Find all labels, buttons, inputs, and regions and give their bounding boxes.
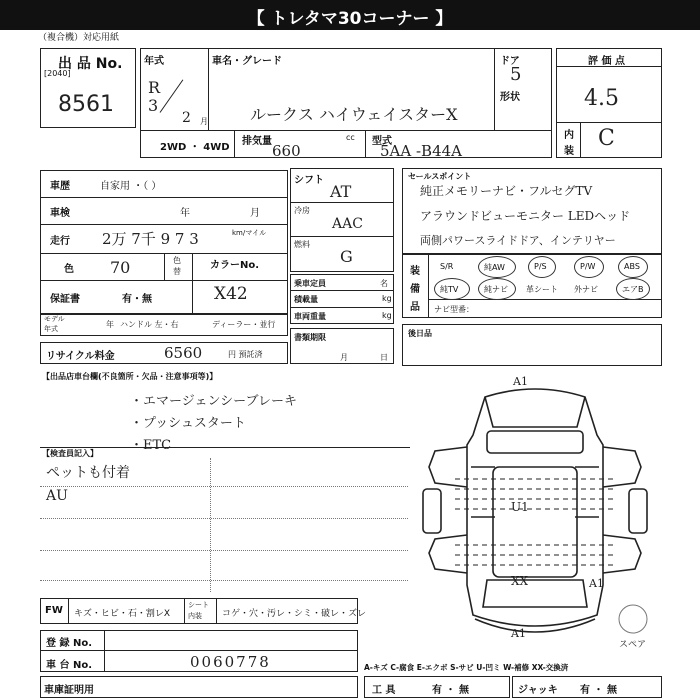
year-label: 年式 — [144, 56, 164, 67]
shape-label: 形状 — [500, 92, 520, 103]
diagram-mark-side: A1 — [589, 577, 604, 590]
seat-label-1: シート — [188, 601, 209, 609]
color-no: X42 — [214, 284, 248, 304]
equip-ext-navi: 外ナビ — [574, 285, 598, 294]
type-label: 型式 — [372, 136, 392, 147]
seat-items: コゲ・穴・汚レ・シミ・破レ・ズレ — [222, 609, 367, 619]
history-label: 車歴 — [50, 181, 70, 192]
model-year-label-2: 年式 — [44, 325, 58, 333]
shift-label: シフト — [294, 175, 324, 186]
equip-abs: ABS — [624, 262, 640, 271]
color-no-label: カラーNo. — [210, 260, 260, 271]
lot-number: 8561 — [58, 92, 114, 117]
shift-value: AT — [330, 182, 352, 201]
sales-line-1: 純正メモリーナビ・フルセグTV — [420, 184, 593, 198]
year-month-suffix: 月 — [200, 117, 208, 126]
model-year-label-1: モデル — [44, 315, 65, 323]
equipment-label-3: 品 — [410, 302, 420, 313]
chassis-number: 0060778 — [190, 653, 271, 671]
model-label: 車名・グレード — [212, 56, 282, 67]
registration-label: 登 録 No. — [46, 638, 93, 649]
inspector-line-1: ペットも付着 — [46, 465, 130, 481]
tools-options: 有 ・ 無 — [432, 685, 469, 696]
circle-ps — [528, 256, 556, 278]
circle-abs — [618, 256, 648, 278]
capacity-label: 乗車定員 — [294, 279, 326, 288]
model-year-handle: ハンドル 左・右 — [120, 320, 179, 329]
sales-line-2: アラウンドビューモニター LEDヘッド — [420, 209, 631, 223]
year-value: 3 — [148, 96, 159, 115]
ac-value: AAC — [332, 216, 363, 232]
year-month: 2 — [182, 110, 191, 126]
history-value: 自家用 ・（ ） — [100, 181, 162, 192]
displacement-label: 排気量 — [242, 136, 272, 147]
color-label: 色 — [64, 264, 74, 275]
equip-tv: 純TV — [440, 285, 459, 294]
seat-label-2: 内装 — [188, 612, 202, 620]
model-name: ルークス ハイウェイスターX — [250, 105, 458, 124]
equip-ps: P/S — [534, 262, 547, 271]
doors-label: ドア — [500, 56, 520, 67]
exterior-items: キズ・ヒビ・石・割レX — [74, 609, 170, 619]
equip-leather: 革シート — [526, 285, 558, 294]
equip-pw: P/W — [580, 262, 596, 271]
mileage-value: 2万 7千 9 7 3 — [102, 230, 199, 248]
diagram-mark-top: A1 — [513, 375, 528, 388]
circle-navi — [478, 278, 516, 300]
deadline-month: 月 — [340, 353, 348, 362]
weight-label: 車両重量 — [294, 312, 326, 321]
color-value: 70 — [110, 258, 131, 277]
defect-line-2: ・プッシュスタート — [130, 416, 246, 431]
fuel-label: 燃料 — [294, 240, 310, 249]
defect-line-1: ・エマージェンシーブレーキ — [130, 394, 297, 409]
warranty-label: 保証書 — [50, 294, 80, 305]
car-diagram — [415, 375, 660, 655]
deadline-label: 書類期限 — [294, 333, 326, 342]
diagram-mark-bottom: A1 — [511, 627, 526, 640]
equipment-label-2: 備 — [410, 284, 420, 295]
recycle-label: リサイクル料金 — [46, 351, 115, 362]
navi-model-label: ナビ型番： — [434, 305, 474, 314]
inspection-month: 月 — [250, 208, 260, 219]
mileage-label: 走行 — [50, 236, 70, 247]
notes-box — [402, 324, 662, 366]
displacement-unit: cc — [346, 133, 355, 142]
jack-options: 有 ・ 無 — [580, 685, 617, 696]
weight-unit: kg — [382, 311, 392, 320]
color-repaint-2: 替 — [173, 267, 181, 276]
inspection-year: 年 — [180, 208, 190, 219]
circle-tv — [434, 278, 470, 300]
drive-label: 2WD ・ 4WD — [160, 142, 230, 153]
color-repaint-1: 色 — [173, 256, 181, 265]
score-value: 4.5 — [584, 86, 619, 111]
spare-label: スペア — [619, 640, 647, 650]
score-label: 評 価 点 — [588, 56, 625, 67]
fuel-value: G — [340, 247, 353, 266]
recycle-unit: 円 預託済 — [228, 350, 263, 359]
diagram-mark-rear: XX — [511, 574, 529, 588]
load-label: 積載量 — [294, 295, 318, 304]
defect-line-3: ・ETC — [130, 438, 172, 453]
equipment-label-1: 装 — [410, 266, 420, 277]
circle-aw — [478, 256, 516, 278]
warranty-options: 有・無 — [122, 294, 152, 305]
year-era: R — [148, 78, 161, 97]
type-value: 5AA -B44A — [380, 142, 462, 160]
lot-label: 出 品 No. — [58, 56, 123, 72]
deadline-day: 日 — [380, 353, 388, 362]
inspector-line-2: AU — [46, 488, 68, 504]
sales-line-3: 両側パワースライドドア、インテリヤー — [420, 234, 616, 247]
diagram-mark-roof: U1 — [511, 500, 529, 514]
capacity-unit: 名 — [380, 279, 388, 288]
header-title: 【 トレタマ30コーナー 】 — [247, 9, 453, 29]
defects-label: 【出品店車台欄(不良箇所・欠品・注意事項等)】 — [42, 372, 218, 381]
diagram-legend: A-キズ C-腐食 E-エクボ S-サビ U-凹ミ W-補修 XX-交換済 — [364, 663, 569, 672]
ac-label: 冷房 — [294, 206, 310, 215]
load-unit: kg — [382, 294, 392, 303]
equip-aw: 純AW — [484, 263, 505, 272]
interior-value: C — [598, 126, 615, 151]
equip-sr: S/R — [440, 262, 454, 271]
equip-airbag: エアB — [622, 285, 644, 294]
sales-points-label: セールスポイント — [408, 172, 472, 181]
chassis-label: 車 台 No. — [46, 660, 93, 671]
circle-pw — [574, 256, 604, 278]
model-year-dealer: ディーラー・並行 — [212, 320, 276, 329]
fw-label: FW — [45, 605, 63, 616]
displacement-value: 660 — [272, 142, 301, 160]
garage-cert-label: 車庫証明用 — [44, 685, 94, 696]
jack-label: ジャッキ — [518, 685, 558, 696]
lot-tag: [2040] — [44, 69, 71, 78]
mileage-unit: km/マイル — [232, 229, 267, 237]
recycle-value: 6560 — [164, 344, 203, 362]
notes-label: 後日品 — [408, 329, 432, 338]
tools-label: 工 具 — [372, 685, 396, 696]
inspection-label: 車検 — [50, 208, 70, 219]
doors-value: 5 — [510, 64, 522, 85]
interior-label-2: 装 — [564, 146, 574, 157]
interior-label-1: 内 — [564, 130, 574, 141]
inspector-label: 【検査員記入】 — [42, 449, 98, 458]
equip-navi: 純ナビ — [484, 285, 508, 294]
header-subtitle: （複合機）対応用紙 — [38, 33, 120, 43]
model-year-year: 年 — [106, 320, 114, 329]
circle-airbag — [616, 278, 650, 300]
